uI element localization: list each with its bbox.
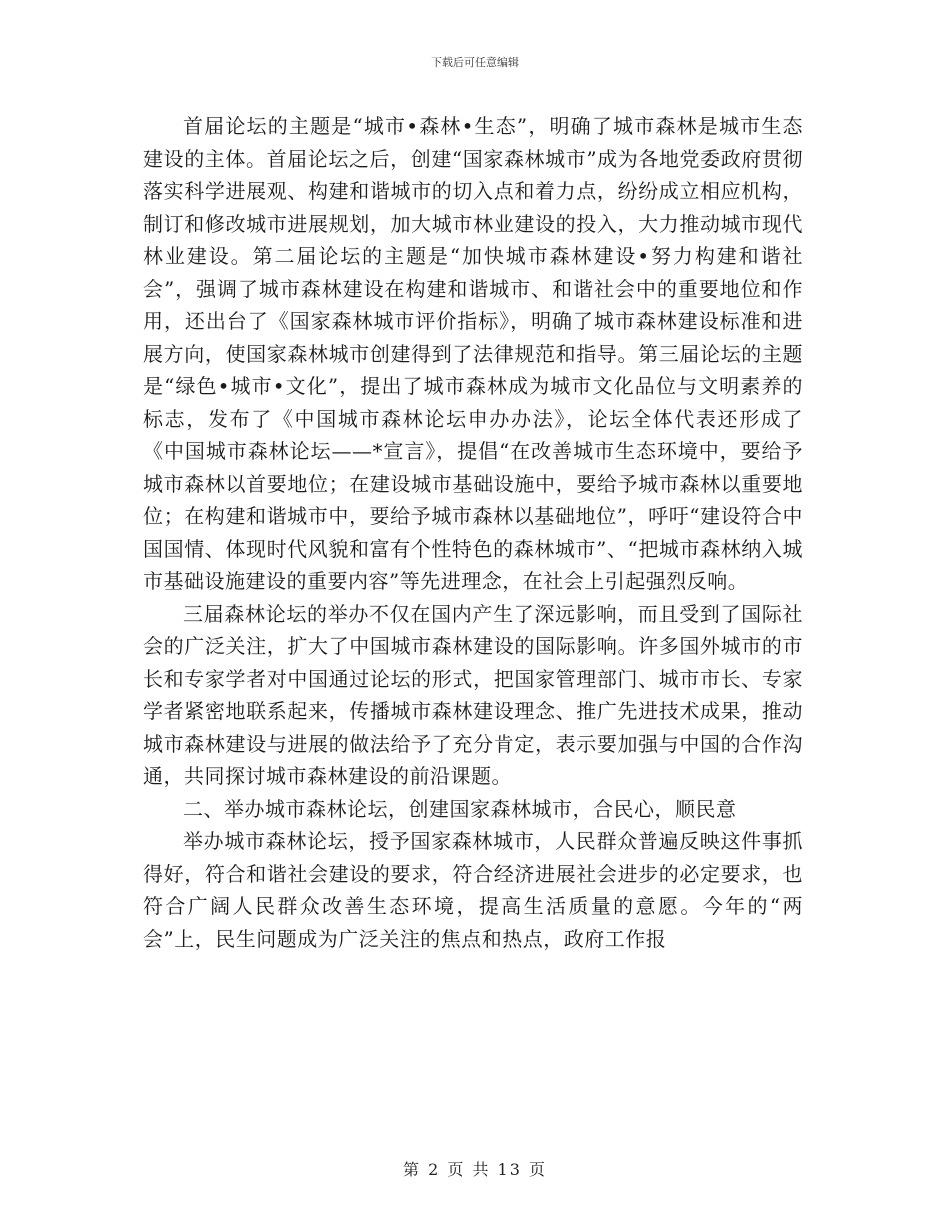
paragraph-forum-themes: 首届论坛的主题是“城市•森林•生态”，明确了城市森林是城市生态建设的主体。首届论坛之后，创建“国家森林城市”成为各地党委政府贯彻落实科学进展观、构建和谐城市的切入点和着力点，纷纷成立相应机构，制订和修改城市进展规划，加大城市林业建设的投入，大力推动城市现代林业建设。第二届论坛的主题是“加快城市森林建设•努力构建和谐社会”，强调了城市森林建设在构建和谐城市、和谐社会中的重要地位和作用，还出台了《国家森林城市评价指标》，明确了城市森林建设标准和进展方向，使国家森林城市创建得到了法律规范和指导。第三届论坛的主题是“绿色•城市•文化”，提出了城市森林成为城市文化品位与文明素养的标志，发布了《中国城市森林论坛申办办法》，论坛全体代表还形成了《中国城市森林论坛——*宣言》，提倡“在改善城市生态环境中，要给予城市森林以首要地位；在建设城市基础设施中，要给予城市森林以重要地位；在构建和谐城市中，要给予城市森林以基础地位”，呼吁“建设符合中国国情、体现时代风貌和富有个性特色的森林城市”、“把城市森林纳入城市基础设施建设的重要内容”等先进理念，在社会上引起强烈反响。 — [143, 114, 803, 593]
document-body — [143, 110, 803, 955]
paragraph-international-impact: 三届森林论坛的举办不仅在国内产生了深远影响，而且受到了国际社会的广泛关注，扩大了中国城市森林建设的国际影响。许多国外城市的市长和专家学者对中国通过论坛的形式，把国家管理部门、城市市长、专家学者紧密地联系起来，传播城市森林建设理念、推广先进技术成果，推动城市森林建设与进展的做法给予了充分肯定，表示要加强与中国的合作沟通，共同探讨城市森林建设的前沿课题。 — [143, 601, 803, 788]
paragraph-public-support: 举办城市森林论坛，授予国家森林城市，人民群众普遍反映这件事抓得好，符合和谐社会建设的要求，符合经济进展社会进步的必定要求，也符合广阔人民群众改善生态环境，提高生活质量的意愿。今年的“两会”上，民生问题成为广泛关注的焦点和热点，政府工作报 — [143, 829, 803, 951]
page-header-note: 下载后可任意编辑 — [431, 56, 519, 69]
page-number: 第 2 页 共 13 页 — [403, 1160, 547, 1179]
section-heading-two: 二、举办城市森林论坛，创建国家森林城市，合民心，顺民意 — [183, 796, 737, 821]
